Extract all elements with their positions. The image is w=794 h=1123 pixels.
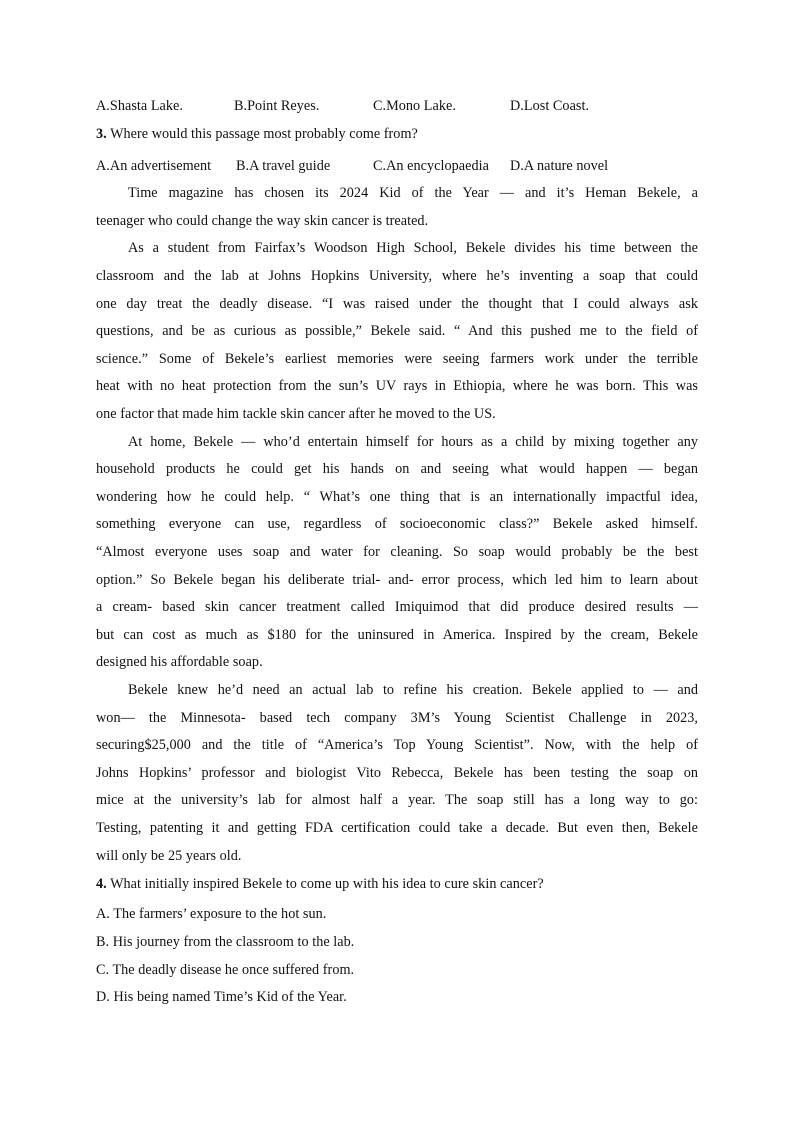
q3-option-b: B.A travel guide: [236, 158, 331, 174]
passage-p3-line: something everyone can use, regardless of socioeconomic class?” Bekele asked himself.: [96, 516, 698, 532]
passage-p3-line: designed his affordable soap.: [96, 654, 263, 670]
passage-p3-line: “Almost everyone uses soap and water for cleaning. So soap would probably be the best: [96, 544, 698, 560]
passage-p4-line: mice at the university’s lab for almost half a year. The soap still has a long way to go:: [96, 792, 698, 808]
q3-question: [96, 124, 418, 144]
q2-option-c: C.Mono Lake.: [373, 98, 456, 114]
passage-p1-line: teenager who could change the way skin cancer is treated.: [96, 213, 429, 229]
passage-p2-line: As a student from Fairfax’s Woodson High School, Bekele divides his time between the: [128, 240, 698, 256]
passage-p3-line: option.” So Bekele began his deliberate trial- and- error process, which led him to learn about: [96, 572, 698, 588]
q4-number: 4.: [96, 876, 107, 892]
passage-p4-line: Bekele knew he’d need an actual lab to refine his creation. Bekele applied to — and: [128, 682, 698, 698]
q4-stem: What initially inspired Bekele to come up with his idea to cure skin cancer?: [110, 876, 544, 892]
q3-option-a: A.An advertisement: [96, 158, 212, 174]
passage-p4-line: will only be 25 years old.: [96, 848, 242, 864]
q3-stem: Where would this passage most probably come from?: [110, 126, 418, 142]
q4-option-d: D. His being named Time’s Kid of the Year.: [96, 989, 347, 1005]
passage-p3-line: household products he could get his hands on and seeing what would happen — began: [96, 461, 698, 477]
q4-option-c: C. The deadly disease he once suffered from.: [96, 962, 355, 978]
passage-p2-line: questions, and be as curious as possible,” Bekele said. “ And this pushed me to the field of: [96, 323, 698, 339]
q4-option-a: A. The farmers’ exposure to the hot sun.: [96, 906, 327, 922]
q2-option-d: D.Lost Coast.: [510, 98, 590, 114]
passage-p2-line: one day treat the deadly disease. “I was raised under the thought that I could always ask: [96, 296, 698, 312]
passage-p3-line: wondering how he could help. “ What’s one thing that is an internationally impactful idea,: [96, 489, 698, 505]
passage-p2-line: classroom and the lab at Johns Hopkins University, where he’s inventing a soap that could: [96, 268, 698, 284]
passage-p2-line: science.” Some of Bekele’s earliest memories were seeing farmers work under the terrible: [96, 351, 698, 367]
q2-option-b: B.Point Reyes.: [234, 98, 320, 114]
q4-question: [96, 874, 544, 894]
passage-p4-line: Johns Hopkins’ professor and biologist Vito Rebecca, Bekele has been testing the soap on: [96, 765, 698, 781]
passage-p4-line: won— the Minnesota- based tech company 3M’s Young Scientist Challenge in 2023,: [96, 710, 698, 726]
passage-p4-line: securing$25,000 and the title of “America’s Top Young Scientist”. Now, with the help of: [96, 737, 698, 753]
q4-option-b: B. His journey from the classroom to the lab.: [96, 934, 355, 950]
passage-p3-line: a cream- based skin cancer treatment called Imiquimod that did produce desired results —: [96, 599, 698, 615]
q3-number: 3.: [96, 126, 107, 142]
passage-p2-line: one factor that made him tackle skin cancer after he moved to the US.: [96, 406, 496, 422]
passage-p4-line: Testing, patenting it and getting FDA certification could take a decade. But even then, Bekele: [96, 820, 698, 836]
q2-option-a: A.Shasta Lake.: [96, 98, 183, 114]
passage-p1-line: Time magazine has chosen its 2024 Kid of the Year — and it’s Heman Bekele, a: [128, 185, 698, 201]
passage-p2-line: heat with no heat protection from the sun’s UV rays in Ethiopia, where he was born. This was: [96, 378, 698, 394]
passage-p3-line: At home, Bekele — who’d entertain himself for hours as a child by mixing together any: [128, 434, 698, 450]
passage-p3-line: but can cost as much as $180 for the uninsured in America. Inspired by the cream, Bekele: [96, 627, 698, 643]
q3-option-d: D.A nature novel: [510, 158, 609, 174]
q3-option-c: C.An encyclopaedia: [373, 158, 489, 174]
